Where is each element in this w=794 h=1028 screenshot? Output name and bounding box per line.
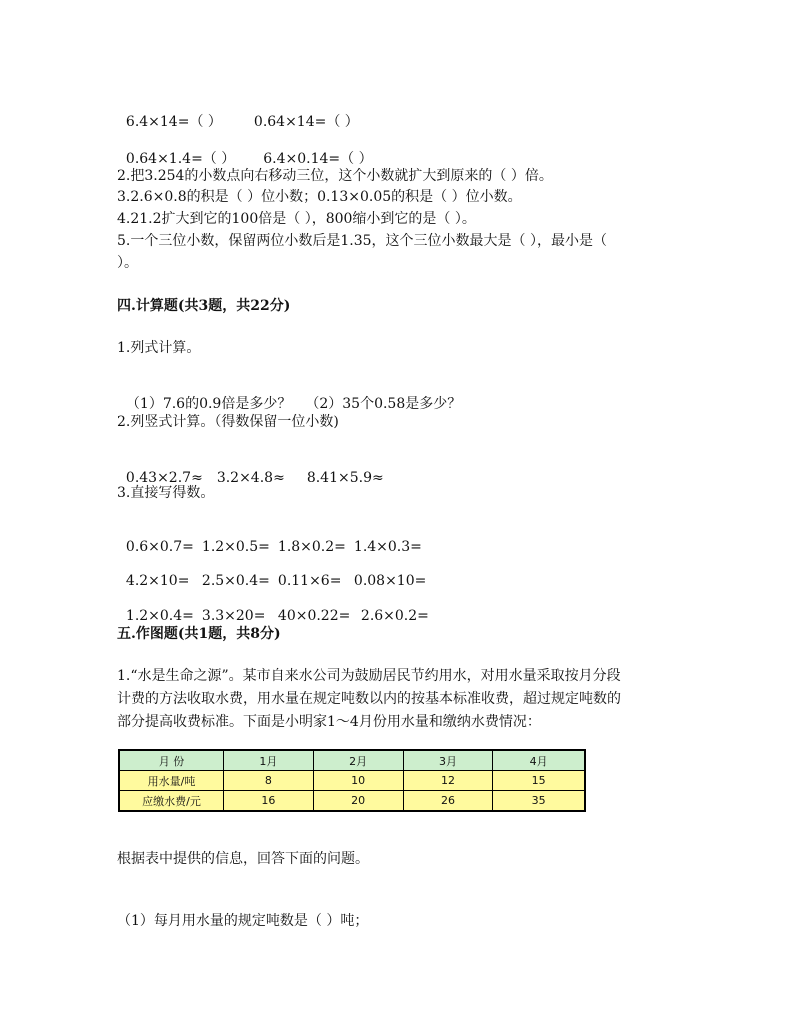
- table-cell: 35: [493, 791, 585, 812]
- sub-question: （1）7.6的0.9倍是多少？: [125, 396, 292, 412]
- table-cell: 应缴水费/元: [119, 791, 224, 812]
- table-cell: 15: [493, 771, 585, 791]
- table-cell: 10: [313, 771, 403, 791]
- table-cell: 20: [313, 791, 403, 812]
- problem-item: 6.4×0.14=（ ）: [263, 151, 373, 167]
- problem-row-2: [117, 129, 373, 169]
- problem-item: 6.4×14=（ ）: [125, 114, 222, 130]
- calc-item: 4.2×10=: [125, 573, 190, 589]
- intro-line-2: 计费的方法收取水费，用水量在规定吨数以内的按基本标准收费，超过规定吨数的: [117, 691, 621, 707]
- table-row: [119, 771, 585, 791]
- section-4-title: 四.计算题(共3题，共22分): [117, 298, 291, 314]
- calc-item: 0.08×10=: [353, 573, 427, 589]
- fill-blank-5-cont: ）。: [117, 255, 138, 271]
- intro-line-1: 1.“水是生命之源”。某市自来水公司为鼓励居民节约用水，对用水量采取按月分段: [117, 668, 621, 684]
- problem-item: 0.64×1.4=（ ）: [125, 151, 236, 167]
- calc-item: 1.8×0.2=: [277, 539, 346, 555]
- problem-row-1: [117, 92, 359, 132]
- calc-item: 0.11×6=: [277, 573, 342, 589]
- question-3: 3.直接写得数。: [117, 485, 215, 501]
- problem-item: 0.64×14=（ ）: [253, 114, 359, 130]
- table-cell: 8: [224, 771, 314, 791]
- table-header-row: [119, 750, 585, 771]
- vertical-calc: 0.43×2.7≈: [125, 470, 203, 486]
- fill-blank-4: 4.21.2扩大到它的100倍是（ ），800缩小到它的是（ ）。: [117, 211, 476, 227]
- table-header-cell: 1月: [224, 750, 314, 771]
- fill-blank-5: 5.一个三位小数，保留两位小数后是1.35，这个三位小数最大是（ ），最小是（: [117, 233, 607, 249]
- direct-calc-row-3: [117, 586, 429, 626]
- question-1-items: [117, 374, 461, 414]
- table-header-cell: 2月: [313, 750, 403, 771]
- fill-blank-3: 3.2.6×0.8的积是（ ）位小数；0.13×0.05的积是（ ）位小数。: [117, 189, 522, 205]
- calc-item: 1.2×0.5=: [201, 539, 270, 555]
- question-1: 1.列式计算。: [117, 340, 201, 356]
- question-2-items: [117, 448, 384, 488]
- after-table-text: 根据表中提供的信息，回答下面的问题。: [117, 851, 369, 867]
- vertical-calc: 8.41×5.9≈: [306, 470, 384, 486]
- table-header-cell: 4月: [493, 750, 585, 771]
- intro-line-3: 部分提高收费标准。下面是小明家1～4月份用水量和缴纳水费情况：: [117, 714, 541, 730]
- vertical-calc: 3.2×4.8≈: [216, 470, 285, 486]
- calc-item: 3.3×20=: [201, 608, 266, 624]
- sub-question: （2）35个0.58是多少？: [305, 396, 462, 412]
- table-cell: 12: [403, 771, 493, 791]
- water-fee-table: [118, 749, 586, 812]
- calc-item: 0.6×0.7=: [125, 539, 194, 555]
- sub-question-1: （1）每月用水量的规定吨数是（ ）吨；: [117, 913, 369, 929]
- calc-item: 1.4×0.3=: [353, 539, 422, 555]
- calc-item: 2.6×0.2=: [360, 608, 429, 624]
- calc-item: 40×0.22=: [277, 608, 351, 624]
- question-2: 2.列竖式计算。（得数保留一位小数): [117, 414, 339, 430]
- table-cell: 26: [403, 791, 493, 812]
- table-row: [119, 791, 585, 812]
- table-cell: 用水量/吨: [119, 771, 224, 791]
- table-header-cell: 月 份: [119, 750, 224, 771]
- table-header-cell: 3月: [403, 750, 493, 771]
- fill-blank-2: 2.把3.254的小数点向右移动三位，这个小数就扩大到原来的（ ）倍。: [117, 168, 553, 184]
- direct-calc-row-2: [117, 551, 426, 591]
- table-cell: 16: [224, 791, 314, 812]
- calc-item: 1.2×0.4=: [125, 608, 194, 624]
- calc-item: 2.5×0.4=: [201, 573, 270, 589]
- section-5-title: 五.作图题(共1题，共8分): [117, 626, 281, 642]
